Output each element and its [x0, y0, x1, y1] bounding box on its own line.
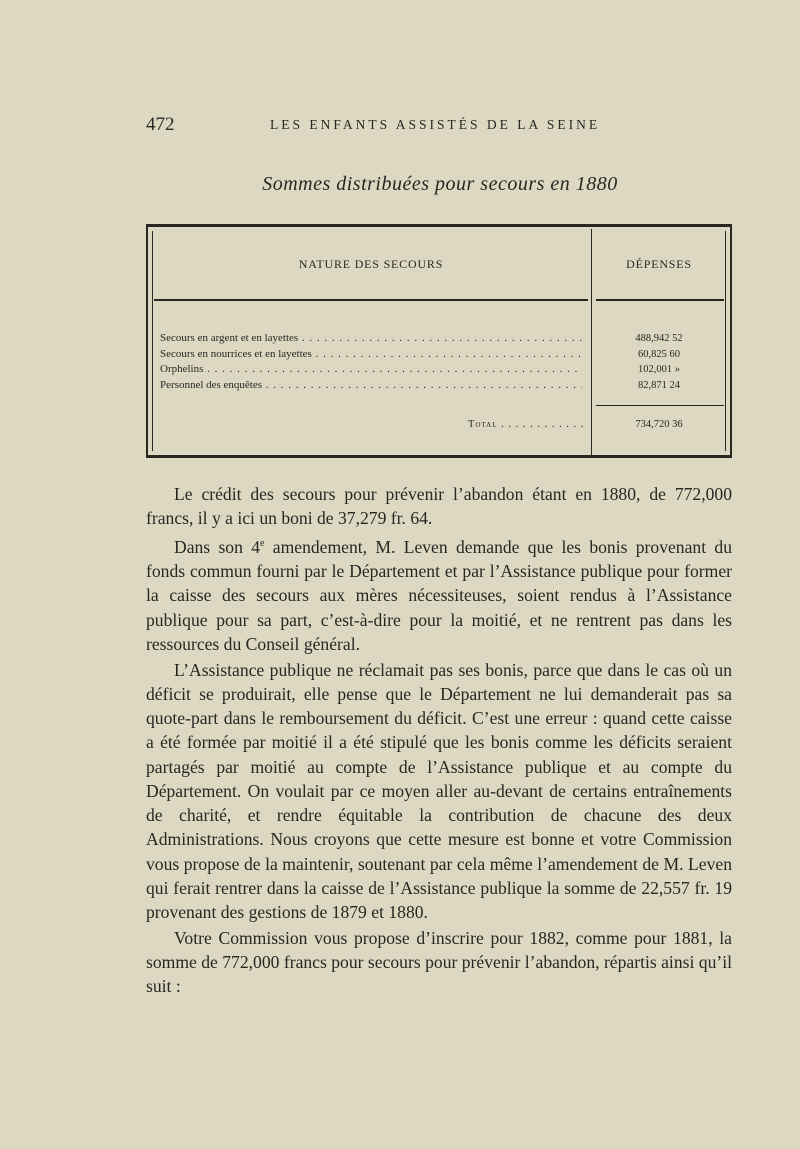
running-title: LES ENFANTS ASSISTÉS DE LA SEINE	[270, 117, 601, 132]
column-header-depenses: DÉPENSES	[626, 257, 692, 271]
header-rule	[596, 299, 724, 301]
row-label: Secours en argent et en layettes . . .	[160, 331, 582, 346]
table-row	[160, 347, 720, 363]
header-rule	[154, 299, 588, 301]
page-number: 472	[146, 114, 175, 135]
table-inner-border-right	[725, 231, 726, 451]
paragraph: Le crédit des secours pour prévenir l’abandon étant en 1880, de 772,000 francs, il y a ici un boni de 37,279 fr. 64.	[146, 484, 732, 529]
table-row	[160, 362, 720, 378]
row-value: 102,001 »	[638, 364, 680, 375]
paragraph: L’Assistance publique ne réclamait pas ses bonis, parce que dans le cas où un déficit se produirait, elle pense que le Département ne lui demanderait pas sa quote-part dans le remboursement du déficit. C’est une erreur : quand cette caisse a été formée par moitié il a été stipulé que les bonis comme les déficits seraient partagés par moitié au compte de l’Assistance publique et au compte du Département. On voulait par ce moyen aller au-devant de certains entraînements de charité, et rendre équitable la contribution de chacune des deux Administrations. Nous croyons que cette mesure est bonne et votre Commission vous propose de la maintenir, soutenant par cela même l’amendement de M. Leven qui ferait rentrer dans la caisse de l’Assistance publique la somme de 22,557 fr. 19 provenant des gestions de 1879 et 1880.	[146, 659, 732, 922]
table-inner-border-left	[152, 231, 153, 451]
row-value: 488,942 52	[635, 333, 683, 344]
paragraph: Votre Commission vous propose d’inscrire pour 1882, comme pour 1881, la somme de 772,000 francs pour secours pour prévenir l’abandon, répartis ainsi qu’il suit :	[146, 927, 732, 997]
column-header-nature: NATURE DES SECOURS	[298, 257, 444, 271]
expenses-table	[146, 224, 732, 458]
row-label: Orphelins . . .	[160, 362, 582, 377]
total-label: Total . . .	[468, 419, 584, 430]
total-rule	[596, 405, 724, 406]
row-label: Secours en nourrices et en layettes . . .	[160, 347, 582, 362]
ordinal-superscript: e	[260, 538, 265, 550]
row-value: 82,871 24	[638, 379, 680, 391]
total-value: 734,720 36	[635, 419, 683, 430]
table-title: Sommes distribuées pour secours en 1880	[262, 173, 618, 195]
body-text	[146, 482, 732, 1000]
table-row	[160, 331, 720, 347]
paragraph-start: Dans son 4	[174, 537, 261, 558]
paragraph-rest: amendement, M. Leven demande que les bonis provenant du fonds commun fourni par le Département et par l’Assistance publique pour former la caisse des secours aux mères nécessiteuses, soient rendus à l’Assistance publique pour sa part, c’est-à-dire pour la moitié, et ne rentrent pas dans les ressources du Conseil général.	[146, 537, 732, 654]
table-row	[160, 378, 720, 394]
row-value: 60,825 60	[638, 348, 680, 360]
table-body	[160, 331, 720, 393]
row-label: Personnel des enquêtes . . .	[160, 378, 582, 393]
paragraph	[146, 532, 732, 656]
running-head	[0, 114, 800, 138]
